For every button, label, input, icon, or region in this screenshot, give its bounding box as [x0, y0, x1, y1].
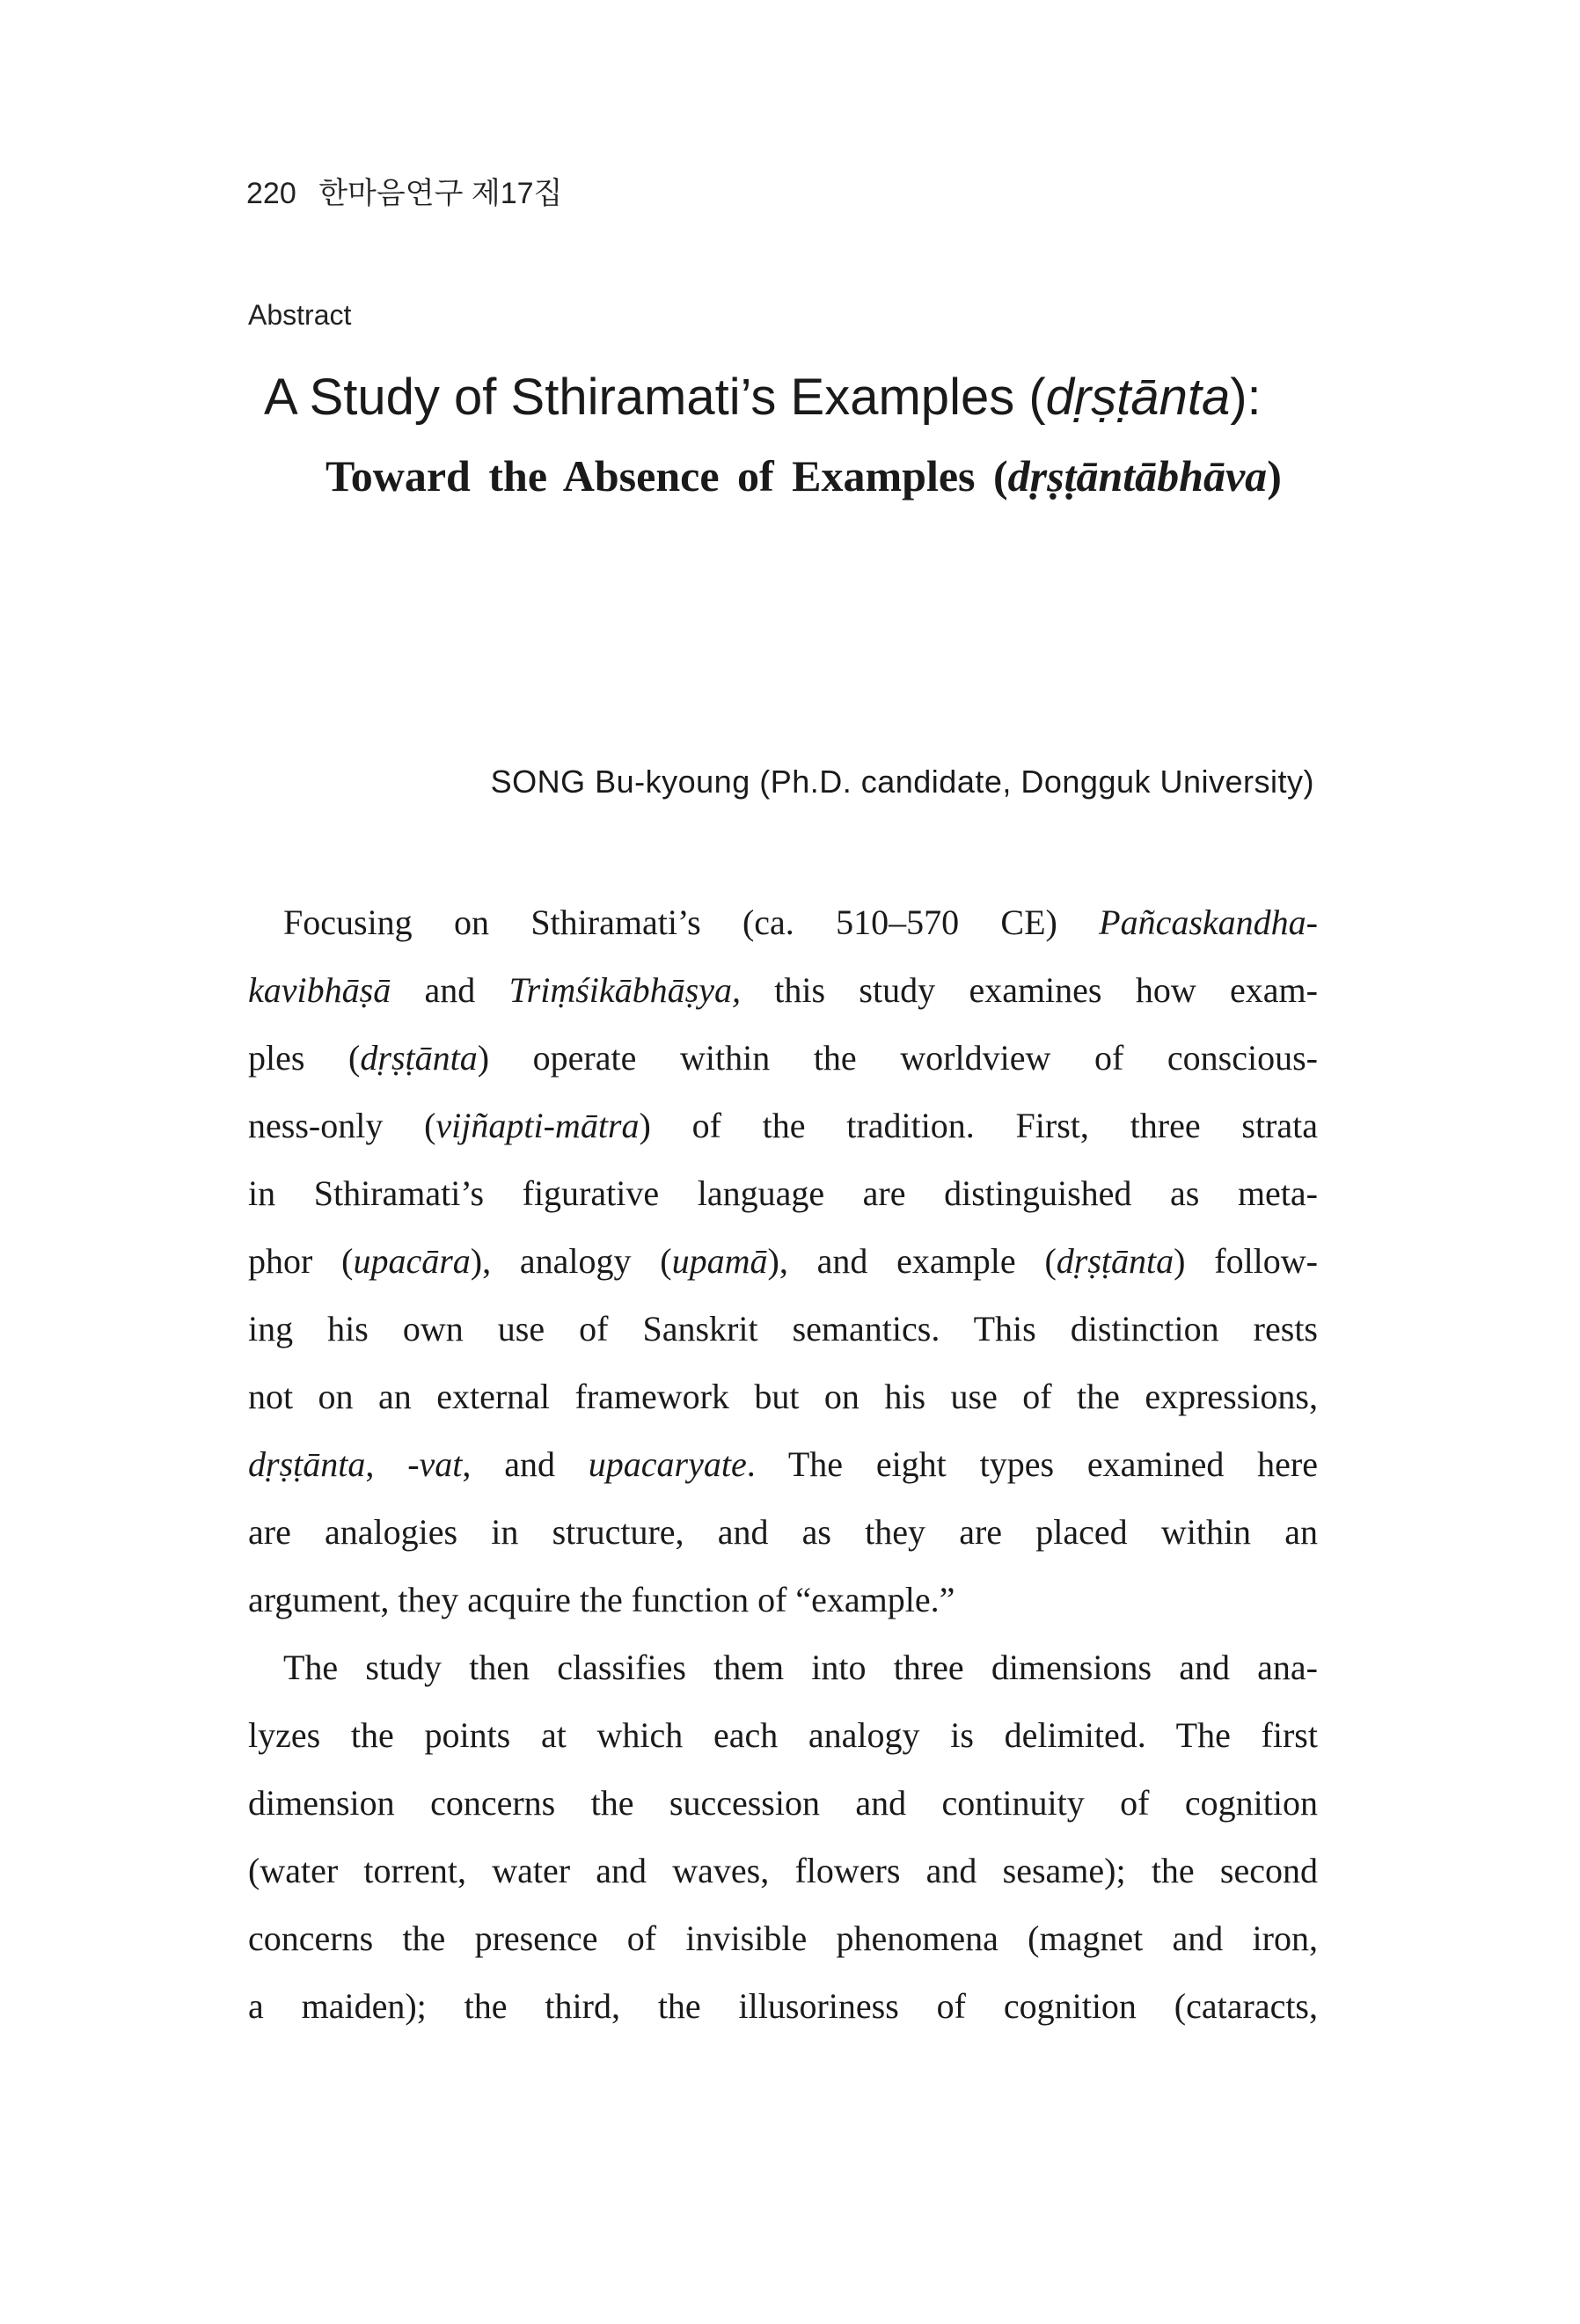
italic-term: Triṃśikābhāṣya,: [508, 970, 741, 1010]
text-run: concerns the presence of invisible phenomena (magnet and iron,: [248, 1918, 1318, 1958]
text-run: ) of the tradition. First, three strata: [639, 1106, 1318, 1145]
abstract-line: [248, 888, 1318, 956]
text-run: ,: [365, 1444, 408, 1484]
text-run: a maiden); the third, the illusoriness of cognition (cataracts,: [248, 1986, 1318, 2026]
text-run: and: [391, 970, 509, 1010]
page-number: 220: [246, 177, 296, 210]
abstract-line: [248, 1566, 1318, 1633]
text-run: . The eight types examined here: [746, 1444, 1318, 1484]
text-run: in Sthiramati’s figurative language are distinguished as meta-: [248, 1173, 1318, 1213]
text-run: (water torrent, water and waves, flowers and sesame); the second: [248, 1851, 1318, 1890]
abstract-line: [248, 1972, 1318, 2040]
italic-term: kavibhāṣā: [248, 970, 391, 1010]
text-run: lyzes the points at which each analogy is delimited. The first: [248, 1715, 1318, 1755]
abstract-line: [248, 1633, 1318, 1701]
paper-title: [264, 368, 1320, 427]
title-term: dṛṣṭānta: [1045, 369, 1231, 426]
text-run: not on an external framework but on his use of the expressions,: [248, 1377, 1318, 1416]
abstract-line: [248, 1227, 1318, 1295]
author-line: SONG Bu-kyoung (Ph.D. candidate, Dongguk University): [490, 764, 1314, 800]
text-run: ), and example (: [767, 1241, 1057, 1281]
subtitle-term: dṛṣṭāntābhāva: [1007, 451, 1268, 501]
title-suffix: ):: [1230, 369, 1262, 426]
abstract-line: [248, 1701, 1318, 1769]
title-prefix: A Study of Sthiramati’s Examples (: [264, 369, 1046, 426]
text-run: ) follow-: [1174, 1241, 1319, 1281]
text-run: phor (: [248, 1241, 354, 1281]
abstract-body: [248, 888, 1318, 2040]
text-run: ), analogy (: [470, 1241, 672, 1281]
abstract-line: [248, 1904, 1318, 1972]
running-head: [246, 169, 562, 212]
abstract-line: [248, 1769, 1318, 1837]
text-run: ples (: [248, 1038, 361, 1078]
text-run: ) operate within the worldview of conscious-: [477, 1038, 1318, 1078]
subtitle-prefix: Toward the Absence of Examples (: [326, 451, 1008, 501]
subtitle-suffix: ): [1267, 451, 1282, 501]
italic-term: vijñapti-mātra: [435, 1106, 640, 1145]
italic-term: dṛṣṭānta: [360, 1038, 478, 1078]
text-run: dimension concerns the succession and continuity of cognition: [248, 1783, 1318, 1823]
abstract-line: [248, 1430, 1318, 1498]
italic-term: dṛṣṭānta: [248, 1444, 366, 1484]
text-run: The study then classifies them into three dimensions and ana-: [283, 1648, 1318, 1687]
abstract-line: [248, 1498, 1318, 1566]
text-run: Focusing on Sthiramati’s (ca. 510–570 CE): [283, 903, 1100, 942]
text-run: argument, they acquire the function of “example.”: [248, 1580, 955, 1619]
abstract-line: [248, 956, 1318, 1024]
text-run: ness-only (: [248, 1106, 436, 1145]
section-label: Abstract: [248, 299, 352, 331]
italic-term: upacaryate: [588, 1444, 747, 1484]
journal-title: 한마음연구 제17집: [318, 177, 563, 210]
abstract-line: [248, 1092, 1318, 1159]
text-run: are analogies in structure, and as they are placed within an: [248, 1512, 1318, 1552]
text-run: ing his own use of Sanskrit semantics. This distinction rests: [248, 1309, 1318, 1348]
text-run: this study examines how exam-: [740, 970, 1318, 1010]
italic-term: upamā: [671, 1241, 768, 1281]
abstract-line: [248, 1159, 1318, 1227]
abstract-line: [248, 1295, 1318, 1363]
italic-term: -vat: [407, 1444, 463, 1484]
abstract-line: [248, 1363, 1318, 1430]
italic-term: upacāra: [353, 1241, 471, 1281]
italic-term: Pañcaskandha-: [1099, 903, 1318, 942]
italic-term: dṛṣṭānta: [1056, 1241, 1174, 1281]
paper-subtitle: [326, 450, 1282, 501]
abstract-line: [248, 1837, 1318, 1904]
abstract-line: [248, 1024, 1318, 1092]
text-run: , and: [462, 1444, 589, 1484]
